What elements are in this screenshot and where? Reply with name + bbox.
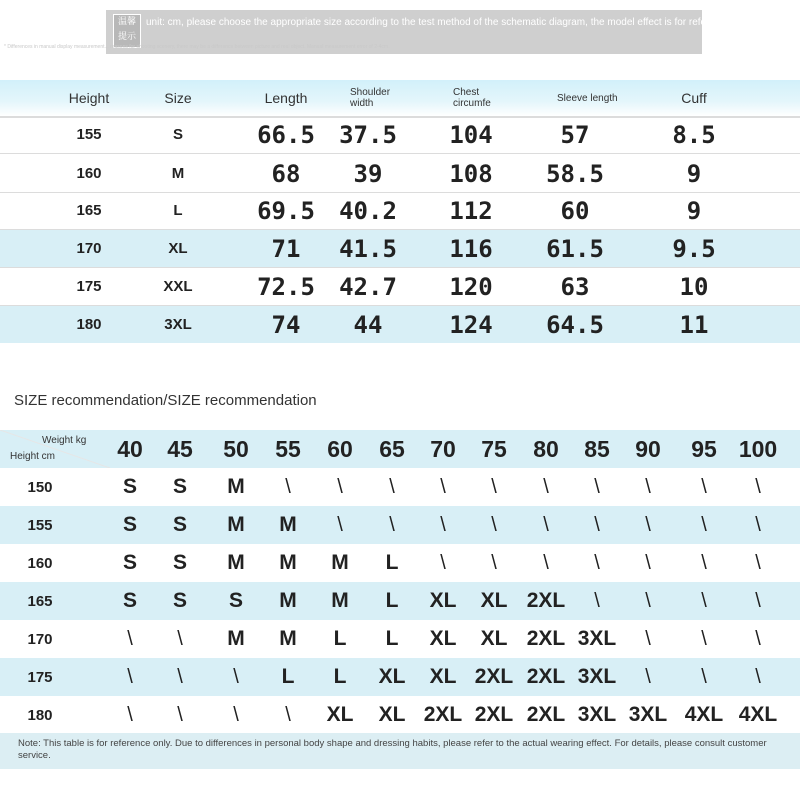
size-chart-cell: 9 <box>686 159 702 188</box>
recommended-size-cell: \ <box>491 513 497 536</box>
size-chart-cell: 61.5 <box>546 234 604 263</box>
recommended-size-cell: \ <box>594 513 600 536</box>
recommended-size-cell: \ <box>755 551 761 574</box>
weight-axis-label: Weight kg <box>42 435 87 446</box>
recommended-size-cell: \ <box>645 589 651 612</box>
recommendation-row <box>0 468 800 506</box>
recommended-size-cell: M <box>279 627 297 650</box>
size-chart-cell: 60 <box>560 196 590 225</box>
size-chart-row <box>0 268 800 305</box>
recommendation-row <box>0 506 800 544</box>
recommended-size-cell: \ <box>701 627 707 650</box>
recommended-size-cell: S <box>122 589 138 612</box>
size-chart-header-cell: Height <box>68 90 110 106</box>
recommended-size-cell: L <box>333 665 347 688</box>
height-cell: 170 <box>27 630 53 648</box>
recommended-size-cell: \ <box>645 513 651 536</box>
size-chart-cell: 63 <box>560 272 590 301</box>
size-chart-header-cell: Chest circumfe <box>453 87 491 109</box>
recommended-size-cell: XL <box>326 703 354 726</box>
footnote-text: Note: This table is for reference only. Due to differences in personal body shape and dressing habits, please refer to the actual wearing effect. For details, please consult customer service. <box>18 738 767 761</box>
size-chart-cell: 40.2 <box>339 196 397 225</box>
size-chart-row <box>0 306 800 343</box>
size-chart-cell: 160 <box>76 165 102 182</box>
weight-header-cell: 40 <box>117 435 143 462</box>
recommended-size-cell: \ <box>701 589 707 612</box>
size-chart-row <box>0 192 800 229</box>
height-cell: 165 <box>27 592 53 610</box>
recommended-size-cell: \ <box>491 475 497 498</box>
tip-badge: 温馨提示 <box>113 14 141 48</box>
size-chart-cell: 112 <box>449 196 493 225</box>
recommended-size-cell: \ <box>233 665 239 688</box>
recommended-size-cell: \ <box>543 551 549 574</box>
size-chart-cell: 69.5 <box>257 196 315 225</box>
recommendation-row <box>0 620 800 658</box>
recommended-size-cell: \ <box>755 589 761 612</box>
recommendation-row <box>0 582 800 620</box>
recommended-size-cell: \ <box>127 665 133 688</box>
size-chart-cell: 58.5 <box>546 159 604 188</box>
size-chart-header-cell: Shoulder width <box>350 87 391 109</box>
weight-header-cell: 75 <box>481 435 507 462</box>
recommended-size-cell: 3XL <box>577 665 617 688</box>
recommended-size-cell: \ <box>177 665 183 688</box>
weight-header-cell: 70 <box>430 435 456 462</box>
size-chart-cell: 11 <box>679 310 709 339</box>
recommended-size-cell: 3XL <box>628 703 668 726</box>
recommended-size-cell: M <box>227 475 245 498</box>
recommended-size-cell: 2XL <box>474 703 514 726</box>
recommended-size-cell: \ <box>645 665 651 688</box>
recommended-size-cell: \ <box>755 627 761 650</box>
recommended-size-cell: \ <box>701 551 707 574</box>
recommended-size-cell: \ <box>389 513 395 536</box>
recommended-size-cell: 2XL <box>526 627 566 650</box>
recommended-size-cell: M <box>279 551 297 574</box>
weight-header-cell: 80 <box>533 435 559 462</box>
recommended-size-cell: \ <box>127 703 133 726</box>
size-chart-header-cell: Size <box>164 90 192 106</box>
recommended-size-cell: \ <box>177 703 183 726</box>
recommended-size-cell: L <box>281 665 295 688</box>
recommended-size-cell: 2XL <box>526 703 566 726</box>
recommended-size-cell: \ <box>645 475 651 498</box>
size-chart-cell: 9.5 <box>672 234 716 263</box>
size-chart-cell: 66.5 <box>257 120 315 149</box>
height-cell: 155 <box>27 516 53 534</box>
size-chart-row <box>0 116 800 153</box>
size-chart-cell: 68 <box>271 159 301 188</box>
recommended-size-cell: \ <box>755 513 761 536</box>
recommended-size-cell: M <box>279 589 297 612</box>
size-chart-cell: 37.5 <box>339 120 397 149</box>
size-chart-header-row <box>0 80 800 116</box>
height-axis-label: Height cm <box>10 451 56 462</box>
recommended-size-cell: XL <box>378 703 406 726</box>
size-chart-cell: 10 <box>679 272 709 301</box>
recommended-size-cell: S <box>172 475 188 498</box>
size-chart-cell: 180 <box>76 316 102 333</box>
size-chart-row <box>0 230 800 267</box>
recommended-size-cell: 3XL <box>577 627 617 650</box>
size-chart-cell: 165 <box>76 202 102 219</box>
recommendation-row <box>0 696 800 734</box>
size-chart-cell: 71 <box>271 234 301 263</box>
weight-header-row <box>0 430 800 468</box>
size-chart-cell: 120 <box>449 272 493 301</box>
weight-header-cell: 60 <box>327 435 353 462</box>
recommended-size-cell: XL <box>429 589 457 612</box>
size-chart-cell: 39 <box>353 159 383 188</box>
height-cell: 180 <box>27 706 53 724</box>
size-chart-header-cell: Cuff <box>681 90 707 106</box>
recommended-size-cell: S <box>228 589 244 612</box>
size-chart-cell: 175 <box>76 278 102 295</box>
size-chart-cell: 44 <box>353 310 383 339</box>
recommendation-title: SIZE recommendation/SIZE recommendation <box>14 392 317 409</box>
recommended-size-cell: \ <box>233 703 239 726</box>
weight-header-cell: 90 <box>635 435 661 462</box>
height-cell: 160 <box>27 554 53 572</box>
recommended-size-cell: XL <box>429 627 457 650</box>
size-chart-cell: 124 <box>449 310 493 339</box>
row-divider <box>0 153 800 154</box>
weight-header-cell: 95 <box>691 435 717 462</box>
recommended-size-cell: \ <box>285 475 291 498</box>
size-chart-cell: 155 <box>76 126 102 143</box>
recommended-size-cell: \ <box>177 627 183 650</box>
footnote <box>0 733 800 769</box>
recommended-size-cell: \ <box>440 551 446 574</box>
recommended-size-cell: M <box>331 551 349 574</box>
size-chart-cell: XL <box>168 240 188 257</box>
recommended-size-cell: \ <box>701 665 707 688</box>
recommended-size-cell: \ <box>594 475 600 498</box>
size-chart-cell: 57 <box>560 120 590 149</box>
recommended-size-cell: \ <box>440 513 446 536</box>
weight-header-cell: 45 <box>167 435 193 462</box>
recommended-size-cell: \ <box>755 475 761 498</box>
recommended-size-cell: \ <box>594 589 600 612</box>
recommended-size-cell: M <box>227 627 245 650</box>
notice-text: unit: cm, please choose the appropriate size according to the test method of the schematic diagram, the model effect is for reference only <box>146 17 753 28</box>
weight-header-cell: 65 <box>379 435 405 462</box>
size-chart-table <box>0 80 800 342</box>
recommended-size-cell: XL <box>429 665 457 688</box>
recommendation-row <box>0 658 800 696</box>
recommended-size-cell: 2XL <box>526 589 566 612</box>
size-chart-cell: 42.7 <box>339 272 397 301</box>
height-cell: 150 <box>27 478 53 496</box>
disclaimer-text: * Differences in manual display measurement... reasons for shooting scenery, there may be a difference between picture and real object. Manual measurement error of 2-4cm. <box>4 44 390 50</box>
recommended-size-cell: L <box>385 627 399 650</box>
size-chart-cell: M <box>171 165 185 182</box>
size-chart-cell: 116 <box>449 234 493 263</box>
recommended-size-cell: \ <box>285 703 291 726</box>
size-chart-cell: 3XL <box>164 316 192 333</box>
size-chart-cell: XXL <box>163 278 193 295</box>
recommended-size-cell: S <box>122 513 138 536</box>
recommended-size-cell: \ <box>127 627 133 650</box>
weight-header-cell: 100 <box>738 435 778 462</box>
recommended-size-cell: S <box>122 551 138 574</box>
weight-header-cell: 50 <box>223 435 249 462</box>
recommended-size-cell: \ <box>543 475 549 498</box>
recommended-size-cell: M <box>279 513 297 536</box>
size-chart-cell: 104 <box>449 120 493 149</box>
size-chart-header-cell: Sleeve length <box>557 92 618 104</box>
size-chart-cell: 170 <box>76 240 102 257</box>
recommended-size-cell: L <box>385 551 399 574</box>
recommended-size-cell: \ <box>337 475 343 498</box>
size-chart-row <box>0 155 800 192</box>
recommended-size-cell: \ <box>701 513 707 536</box>
recommended-size-cell: S <box>172 551 188 574</box>
recommended-size-cell: 3XL <box>577 703 617 726</box>
recommended-size-cell: 2XL <box>423 703 463 726</box>
recommended-size-cell: S <box>172 513 188 536</box>
size-chart-cell: 9 <box>686 196 702 225</box>
size-chart-cell: 8.5 <box>672 120 716 149</box>
recommended-size-cell: \ <box>645 627 651 650</box>
recommended-size-cell: L <box>333 627 347 650</box>
recommended-size-cell: \ <box>645 551 651 574</box>
height-cell: 175 <box>27 668 53 686</box>
size-chart-cell: L <box>173 202 183 219</box>
recommended-size-cell: S <box>172 589 188 612</box>
recommended-size-cell: XL <box>378 665 406 688</box>
recommended-size-cell: \ <box>440 475 446 498</box>
weight-header-cell: 55 <box>275 435 301 462</box>
recommended-size-cell: \ <box>755 665 761 688</box>
recommended-size-cell: M <box>331 589 349 612</box>
size-chart-cell: 72.5 <box>257 272 315 301</box>
recommended-size-cell: \ <box>543 513 549 536</box>
recommended-size-cell: \ <box>337 513 343 536</box>
recommended-size-cell: 2XL <box>474 665 514 688</box>
recommended-size-cell: M <box>227 551 245 574</box>
recommended-size-cell: XL <box>480 627 508 650</box>
recommended-size-cell: \ <box>594 551 600 574</box>
size-chart-header-cell: Length <box>264 90 308 106</box>
weight-header-cell: 85 <box>584 435 610 462</box>
recommendation-row <box>0 544 800 582</box>
size-recommendation-table <box>0 430 800 735</box>
recommended-size-cell: \ <box>491 551 497 574</box>
size-chart-cell: 74 <box>271 310 301 339</box>
recommended-size-cell: XL <box>480 589 508 612</box>
recommended-size-cell: 2XL <box>526 665 566 688</box>
recommended-size-cell: \ <box>389 475 395 498</box>
recommended-size-cell: 4XL <box>738 703 778 726</box>
size-chart-cell: 41.5 <box>339 234 397 263</box>
recommended-size-cell: L <box>385 589 399 612</box>
recommended-size-cell: 4XL <box>684 703 724 726</box>
size-chart-cell: 108 <box>449 159 493 188</box>
recommended-size-cell: \ <box>701 475 707 498</box>
recommended-size-cell: M <box>227 513 245 536</box>
size-chart-cell: S <box>172 126 184 143</box>
size-chart-cell: 64.5 <box>546 310 604 339</box>
recommended-size-cell: S <box>122 475 138 498</box>
